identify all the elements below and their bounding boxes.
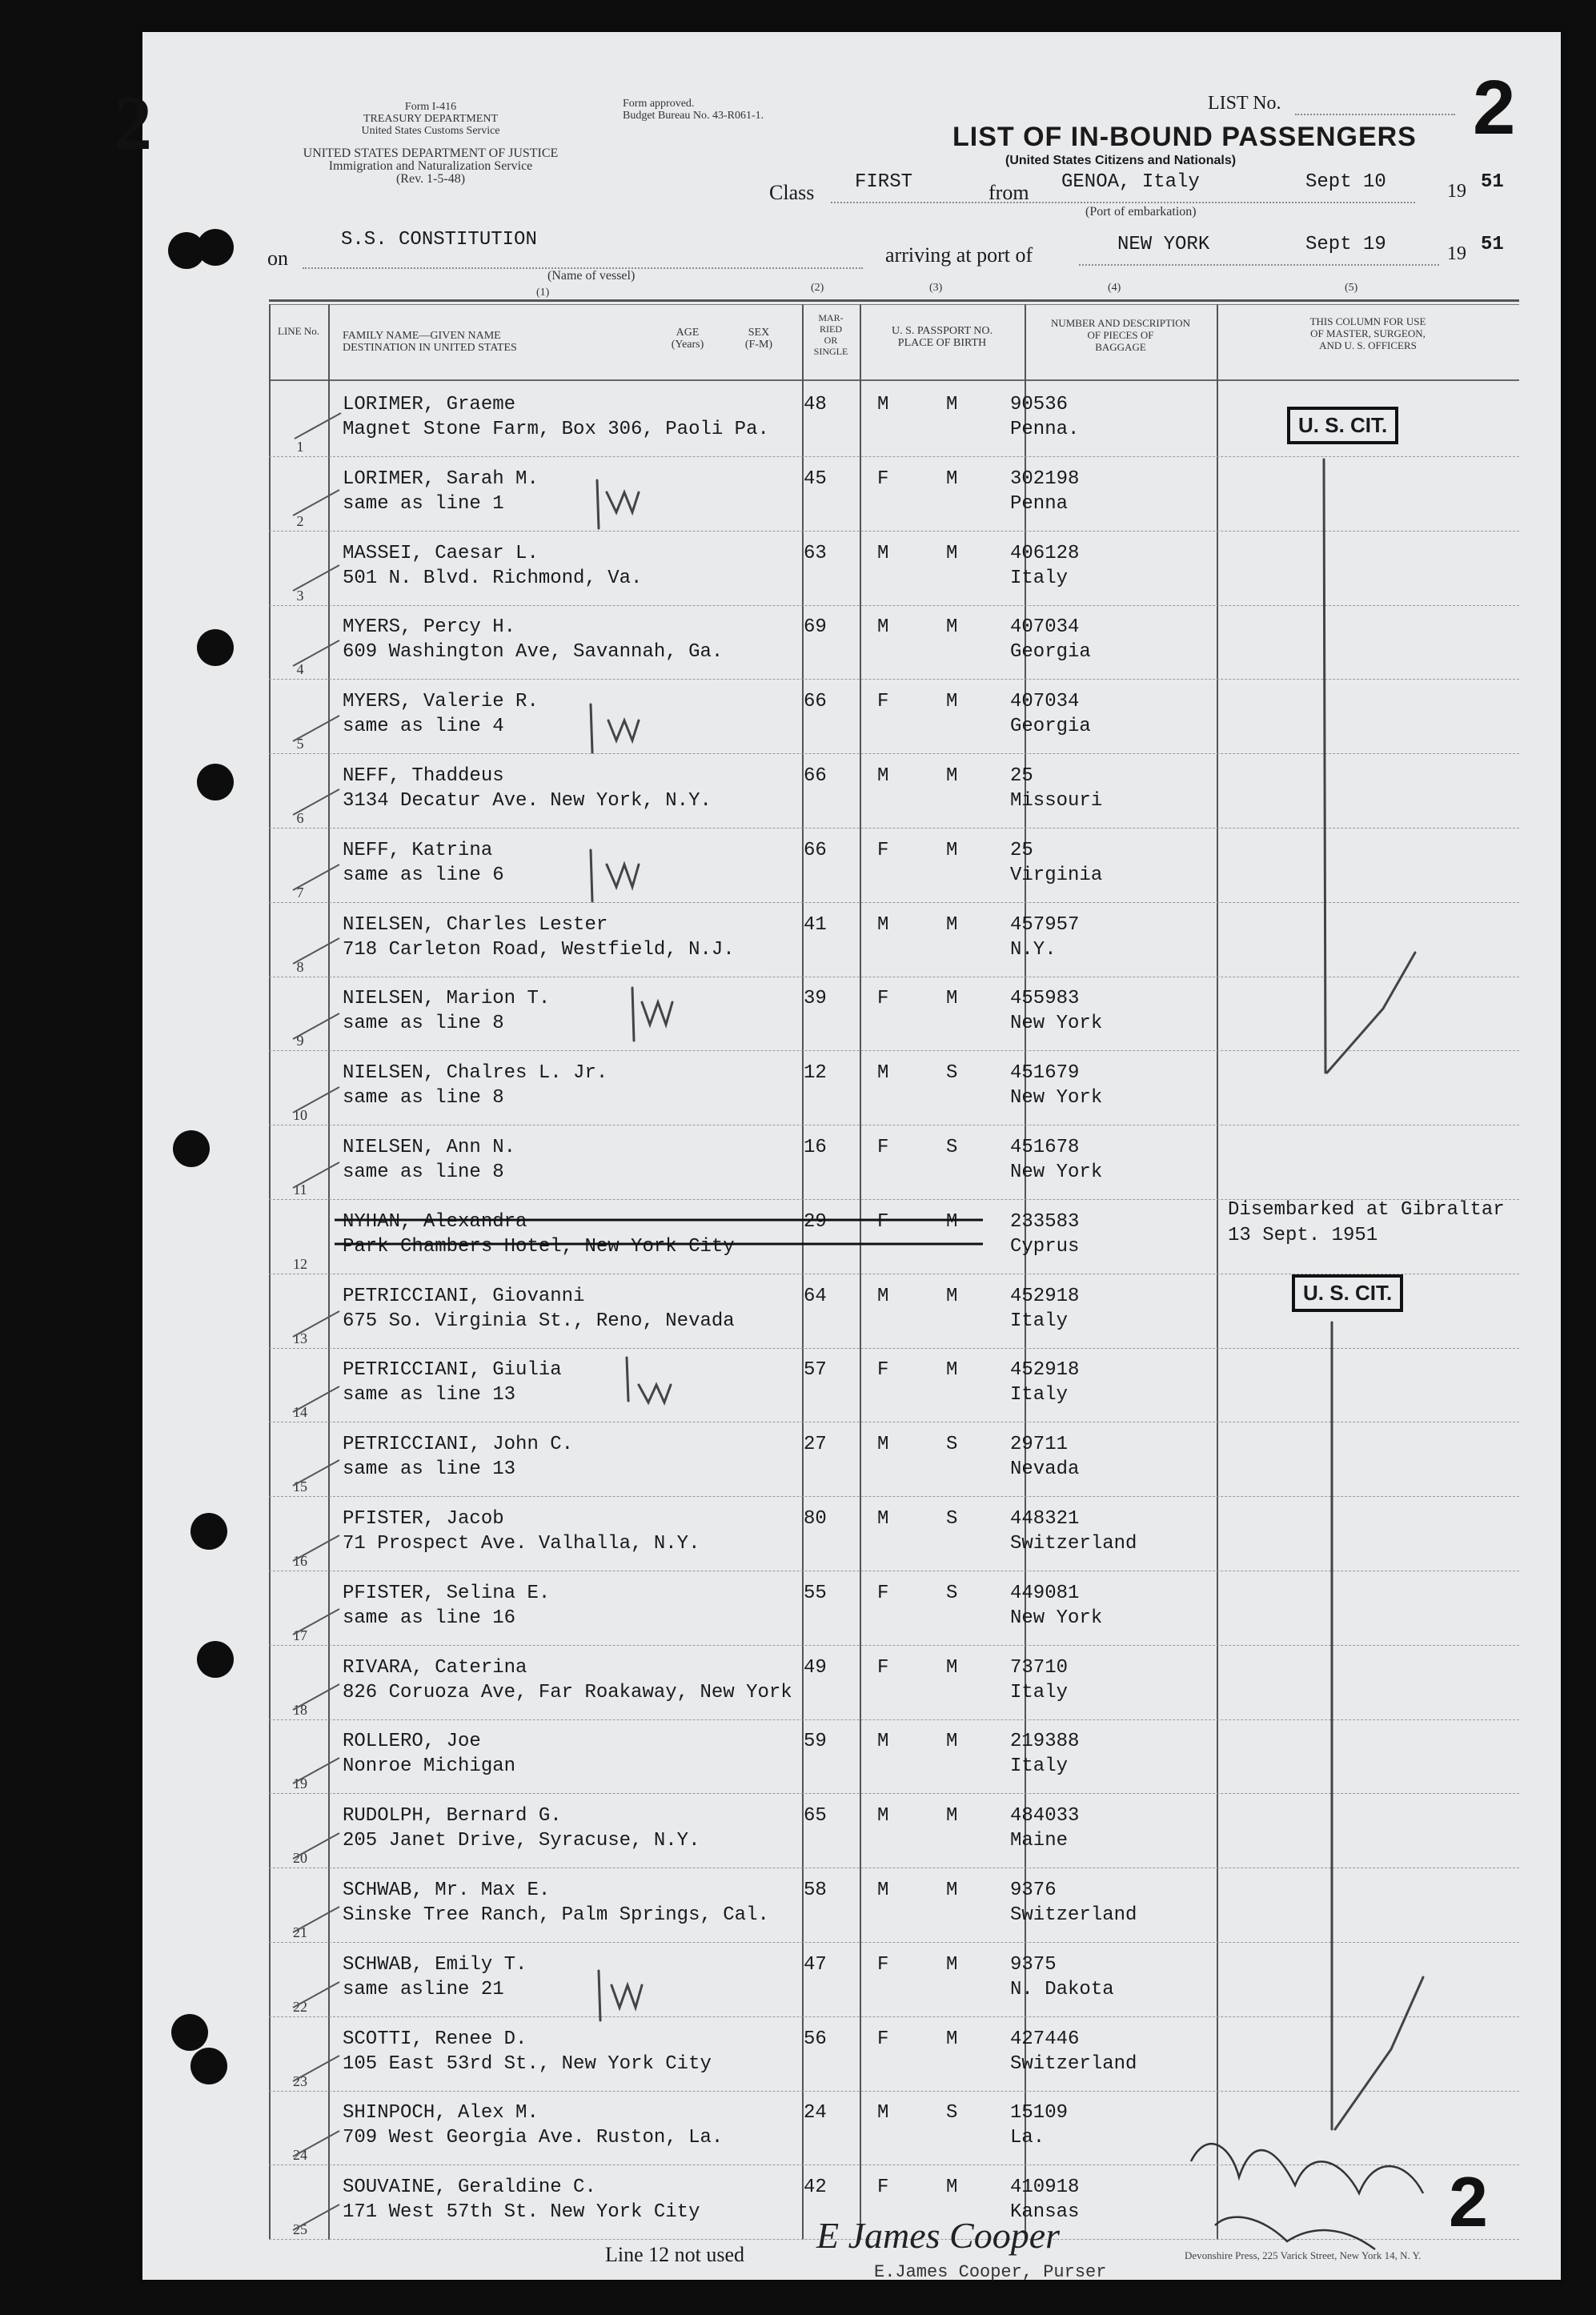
passenger-sex: M: [877, 1731, 889, 1753]
passenger-destination: 3134 Decatur Ave. New York, N.Y.: [343, 790, 712, 812]
line-number: 13: [293, 1330, 307, 1346]
budget-bureau: Budget Bureau No. 43-R061-1.: [623, 110, 764, 122]
place-of-birth: Italy: [1010, 1681, 1069, 1703]
passenger-destination: 171 West 57th St. New York City: [343, 2201, 700, 2224]
passenger-sex: F: [877, 839, 889, 861]
passport-number: 407034: [1010, 616, 1080, 639]
col-number-5: (5): [1345, 282, 1358, 294]
passenger-marital-status: S: [946, 1137, 958, 1158]
form-number: Form I-416: [404, 101, 457, 113]
passenger-marital-status: M: [946, 1805, 958, 1828]
col-header-passport: U. S. PASSPORT NO. PLACE OF BIRTH: [892, 325, 992, 349]
col-number-4: (4): [1108, 282, 1121, 294]
justice-dept: UNITED STATES DEPARTMENT OF JUSTICE: [303, 146, 559, 160]
passenger-age: 47: [804, 1953, 827, 1976]
binder-hole: [171, 2014, 208, 2051]
passenger-age: 27: [804, 1434, 827, 1456]
line-number: 21: [293, 1924, 307, 1940]
line-number: 12: [293, 1255, 307, 1272]
passenger-sex: M: [877, 1062, 889, 1085]
passport-number: 452918: [1010, 1285, 1080, 1307]
passenger-marital-status: S: [946, 1062, 958, 1085]
passport-number: 451679: [1010, 1062, 1080, 1085]
list-no-label: LIST No.: [1208, 93, 1281, 114]
place-of-birth: Nevada: [1010, 1458, 1080, 1481]
place-of-birth: Cyprus: [1010, 1235, 1080, 1258]
passenger-age: 66: [804, 839, 827, 861]
passenger-age: 49: [804, 1656, 827, 1679]
passport-number: 484033: [1010, 1805, 1080, 1828]
passenger-destination: same as line 8: [343, 1087, 504, 1109]
place-of-birth: N. Dakota: [1010, 1978, 1114, 2000]
passenger-marital-status: M: [946, 1656, 958, 1679]
disembarked-note-line: Disembarked at Gibraltar: [1228, 1199, 1505, 1221]
passenger-sex: M: [877, 2102, 889, 2124]
place-of-birth: Penna.: [1010, 419, 1080, 440]
passport-number: 73710: [1010, 1656, 1069, 1679]
passenger-destination: same asline 21: [343, 1978, 504, 2000]
passenger-sex: M: [877, 1285, 889, 1307]
passenger-name: SCHWAB, Emily T.: [343, 1953, 527, 1976]
col-header-line-no: LINE No.: [278, 325, 319, 337]
passenger-marital-status: M: [946, 913, 958, 936]
passenger-age: 63: [804, 542, 827, 564]
passenger-sex: M: [877, 616, 889, 639]
line-note: Line 12 not used: [605, 2243, 745, 2266]
from-value: GENOA, Italy: [1061, 171, 1200, 193]
printer-credit: Devonshire Press, 225 Varick Street, New York 14, N. Y.: [1185, 2249, 1422, 2261]
passenger-sex: M: [877, 1805, 889, 1828]
passenger-marital-status: S: [946, 1582, 958, 1604]
passenger-destination: 501 N. Blvd. Richmond, Va.: [343, 567, 643, 589]
col-header-sex: SEX (F-M): [744, 327, 773, 351]
line-number: 3: [296, 587, 304, 604]
arrival-year-prefix: 19: [1447, 243, 1466, 264]
passenger-destination: 718 Carleton Road, Westfield, N.J.: [343, 938, 735, 961]
passenger-marital-status: M: [946, 1880, 958, 1901]
passenger-age: 55: [804, 1582, 827, 1604]
class-value: FIRST: [855, 171, 913, 193]
place-of-birth: Italy: [1010, 567, 1069, 589]
passenger-marital-status: M: [946, 691, 958, 713]
passenger-age: 16: [804, 1137, 827, 1158]
passenger-name: NIELSEN, Charles Lester: [343, 913, 608, 936]
line-number: 23: [293, 2072, 307, 2089]
col-header-name: FAMILY NAME—GIVEN NAME DESTINATION IN UNITED STATES: [343, 330, 517, 354]
passenger-age: 42: [804, 2177, 827, 2199]
class-label: Class: [769, 181, 815, 204]
passenger-name: MYERS, Percy H.: [343, 616, 516, 639]
ins-service: Immigration and Naturalization Service: [328, 159, 533, 173]
passenger-sex: M: [877, 1880, 889, 1901]
passport-number: 449081: [1010, 1582, 1080, 1604]
corner-mark: 2: [114, 80, 152, 166]
passport-number: 219388: [1010, 1731, 1080, 1753]
passport-number: 15109: [1010, 2102, 1069, 2124]
passport-number: 233583: [1010, 1210, 1080, 1233]
passenger-age: 29: [804, 1210, 827, 1233]
binder-hole: [190, 1513, 227, 1550]
line-number: 15: [293, 1478, 307, 1495]
arrival-date: Sept 19: [1305, 234, 1386, 255]
list-number: 2: [1473, 65, 1516, 150]
place-of-birth: New York: [1010, 1013, 1103, 1035]
passenger-sex: M: [877, 765, 889, 787]
passport-number: 451678: [1010, 1137, 1080, 1158]
place-of-birth: Italy: [1010, 1755, 1069, 1778]
passenger-sex: F: [877, 691, 889, 713]
passenger-name: NEFF, Thaddeus: [343, 765, 504, 787]
passenger-name: MASSEI, Caesar L.: [343, 542, 539, 564]
arrival-port: NEW YORK: [1117, 234, 1210, 255]
passenger-destination: Magnet Stone Farm, Box 306, Paoli Pa.: [343, 419, 769, 440]
passenger-destination: 71 Prospect Ave. Valhalla, N.Y.: [343, 1533, 700, 1555]
treasury-dept: TREASURY DEPARTMENT: [363, 113, 499, 125]
passenger-age: 24: [804, 2102, 827, 2124]
passenger-name: SCOTTI, Renee D.: [343, 2028, 527, 2050]
passenger-age: 39: [804, 988, 827, 1010]
col-header-age: AGE (Years): [671, 327, 704, 351]
line-number: 8: [296, 958, 304, 975]
line-number: 24: [293, 2147, 307, 2164]
passenger-name: ROLLERO, Joe: [343, 1731, 481, 1753]
passenger-name: NIELSEN, Marion T.: [343, 988, 551, 1010]
passenger-sex: F: [877, 467, 889, 490]
binder-hole: [197, 1641, 234, 1678]
page-subtitle: (United States Citizens and Nationals): [1005, 154, 1237, 167]
place-of-birth: Switzerland: [1010, 2052, 1137, 2075]
place-of-birth: Italy: [1010, 1384, 1069, 1406]
passport-number: 9376: [1010, 1880, 1057, 1901]
place-of-birth: Kansas: [1010, 2201, 1080, 2224]
col-number-2: (2): [811, 282, 824, 294]
line-number: 19: [293, 1775, 307, 1792]
line-number: 6: [296, 810, 304, 826]
passport-number: 457957: [1010, 913, 1080, 936]
passenger-destination: Sinske Tree Ranch, Palm Springs, Cal.: [343, 1904, 769, 1926]
line-number: 5: [296, 736, 304, 752]
col-number-1: (1): [536, 287, 550, 299]
passenger-destination: same as line 13: [343, 1458, 516, 1481]
passenger-marital-status: M: [946, 988, 958, 1010]
line-number: 11: [293, 1182, 307, 1198]
disembarked-note-line: 13 Sept. 1951: [1228, 1225, 1378, 1246]
line-number: 17: [293, 1627, 307, 1643]
passport-number: 302198: [1010, 467, 1080, 490]
place-of-birth: Georgia: [1010, 641, 1091, 664]
passenger-name: PETRICCIANI, Giovanni: [343, 1285, 585, 1307]
passenger-age: 45: [804, 467, 827, 490]
col-header-officers: THIS COLUMN FOR USE OF MASTER, SURGEON, AND U. S. OFFICERS: [1309, 315, 1426, 351]
place-of-birth: New York: [1010, 1087, 1103, 1109]
passenger-name: SCHWAB, Mr. Max E.: [343, 1880, 551, 1901]
passenger-destination: same as line 8: [343, 1162, 504, 1183]
passenger-sex: F: [877, 1656, 889, 1679]
passenger-age: 64: [804, 1285, 827, 1307]
passport-number: 9375: [1010, 1953, 1057, 1976]
binder-hole: [190, 2048, 227, 2084]
embark-year: 51: [1481, 171, 1504, 193]
us-citizen-stamp: U. S. CIT.: [1292, 1274, 1403, 1312]
passenger-name: NIELSEN, Ann N.: [343, 1137, 516, 1158]
passenger-marital-status: M: [946, 2177, 958, 2199]
passenger-sex: F: [877, 1359, 889, 1382]
passenger-sex: M: [877, 394, 889, 415]
line-number: 1: [296, 439, 304, 455]
passenger-sex: F: [877, 2028, 889, 2050]
us-citizen-stamp: U. S. CIT.: [1287, 407, 1398, 444]
from-label: from: [988, 181, 1029, 204]
passenger-marital-status: M: [946, 467, 958, 490]
form-revision: (Rev. 1-5-48): [395, 172, 466, 186]
passenger-destination: same as line 16: [343, 1607, 516, 1629]
passenger-marital-status: S: [946, 2102, 958, 2124]
passport-number: 25: [1010, 839, 1033, 861]
passport-number: 452918: [1010, 1359, 1080, 1382]
passenger-sex: M: [877, 1434, 889, 1456]
passenger-marital-status: S: [946, 1434, 958, 1456]
arriving-label: arriving at port of: [885, 243, 1033, 267]
passenger-marital-status: M: [946, 839, 958, 861]
place-of-birth: New York: [1010, 1162, 1103, 1183]
passenger-marital-status: M: [946, 542, 958, 564]
passenger-age: 48: [804, 394, 827, 415]
place-of-birth: New York: [1010, 1607, 1103, 1629]
place-of-birth: Italy: [1010, 1310, 1069, 1332]
passenger-sex: F: [877, 1210, 889, 1233]
binder-hole: [197, 764, 234, 800]
passenger-marital-status: S: [946, 1508, 958, 1530]
passenger-age: 66: [804, 765, 827, 787]
passenger-destination: 675 So. Virginia St., Reno, Nevada: [343, 1310, 735, 1332]
passenger-name: PFISTER, Jacob: [343, 1508, 504, 1530]
passenger-marital-status: M: [946, 616, 958, 639]
vessel-caption: (Name of vessel): [547, 269, 636, 283]
col-number-3: (3): [929, 282, 943, 294]
passport-number: 29711: [1010, 1434, 1069, 1456]
col-header-baggage: NUMBER AND DESCRIPTION OF PIECES OF BAGGAGE: [1050, 317, 1191, 353]
passenger-age: 58: [804, 1880, 827, 1901]
passport-number: 427446: [1010, 2028, 1080, 2050]
passenger-sex: F: [877, 1137, 889, 1158]
on-label: on: [267, 247, 288, 270]
passenger-destination: 105 East 53rd St., New York City: [343, 2052, 712, 2075]
passport-number: 455983: [1010, 988, 1080, 1010]
place-of-birth: Virginia: [1010, 864, 1103, 886]
passenger-age: 80: [804, 1508, 827, 1530]
passenger-sex: M: [877, 1508, 889, 1530]
line-number: 25: [293, 2221, 307, 2238]
line-number: 16: [293, 1553, 307, 1569]
passport-number: 407034: [1010, 691, 1080, 713]
passenger-destination: 826 Coruoza Ave, Far Roakaway, New York: [343, 1681, 792, 1703]
form-approved: Form approved.: [623, 98, 695, 110]
place-of-birth: La.: [1010, 2127, 1045, 2149]
place-of-birth: Switzerland: [1010, 1533, 1137, 1555]
passenger-marital-status: M: [946, 1731, 958, 1753]
passenger-sex: M: [877, 913, 889, 936]
passenger-sex: F: [877, 2177, 889, 2199]
passenger-name: NEFF, Katrina: [343, 839, 493, 861]
passenger-destination: 709 West Georgia Ave. Ruston, La.: [343, 2127, 724, 2149]
passenger-sex: F: [877, 1953, 889, 1976]
passenger-sex: M: [877, 542, 889, 564]
passenger-age: 12: [804, 1062, 827, 1085]
arrival-year: 51: [1481, 234, 1504, 255]
line-number: 4: [296, 661, 304, 678]
line-number: 2: [296, 512, 304, 529]
passenger-destination: Nonroe Michigan: [343, 1755, 516, 1778]
place-of-birth: Missouri: [1010, 790, 1103, 812]
binder-hole: [173, 1130, 210, 1167]
passenger-sex: F: [877, 988, 889, 1010]
passenger-age: 65: [804, 1805, 827, 1828]
passport-number: 410918: [1010, 2177, 1080, 2199]
passenger-marital-status: M: [946, 394, 958, 415]
passenger-name: LORIMER, Graeme: [343, 394, 516, 415]
binder-hole: [197, 629, 234, 666]
passport-number: 25: [1010, 765, 1033, 787]
passenger-destination: Park Chambers Hotel, New York City: [343, 1235, 735, 1258]
passenger-marital-status: M: [946, 1359, 958, 1382]
vessel-name: S.S. CONSTITUTION: [341, 229, 537, 251]
passenger-name: RUDOLPH, Bernard G.: [343, 1805, 562, 1828]
passenger-age: 41: [804, 913, 827, 936]
passenger-destination: 205 Janet Drive, Syracuse, N.Y.: [343, 1830, 700, 1852]
passenger-name: SOUVAINE, Geraldine C.: [343, 2177, 596, 2199]
passenger-destination: same as line 4: [343, 716, 504, 738]
passport-number: 448321: [1010, 1508, 1080, 1530]
page-mark: 2: [1449, 2162, 1488, 2241]
passenger-age: 69: [804, 616, 827, 639]
embark-year-prefix: 19: [1447, 181, 1466, 202]
purser-name: E.James Cooper, Purser: [874, 2262, 1107, 2282]
manifest-page: [114, 32, 1561, 2282]
passenger-name: NIELSEN, Chalres L. Jr.: [343, 1062, 608, 1085]
place-of-birth: Georgia: [1010, 716, 1091, 738]
embark-date: Sept 10: [1305, 171, 1386, 193]
passenger-marital-status: M: [946, 1953, 958, 1976]
passenger-destination: same as line 6: [343, 864, 504, 886]
handwritten-marks: [142, 32, 1561, 2280]
passenger-destination: same as line 13: [343, 1384, 516, 1406]
passenger-marital-status: M: [946, 765, 958, 787]
passenger-destination: same as line 1: [343, 492, 504, 515]
passenger-name: PFISTER, Selina E.: [343, 1582, 551, 1604]
passenger-name: PETRICCIANI, John C.: [343, 1434, 574, 1456]
passenger-name: LORIMER, Sarah M.: [343, 467, 539, 490]
passenger-name: RIVARA, Caterina: [343, 1656, 527, 1679]
customs-service: United States Customs Service: [361, 125, 500, 137]
passenger-sex: F: [877, 1582, 889, 1604]
line-number: 9: [296, 1033, 304, 1049]
passenger-name: PETRICCIANI, Giulia: [343, 1359, 562, 1382]
line-number: 18: [293, 1701, 307, 1718]
passenger-name: NYHAN, Alexandra: [343, 1210, 527, 1233]
col-header-married: MAR- RIED OR SINGLE: [813, 312, 848, 357]
place-of-birth: Maine: [1010, 1830, 1069, 1852]
passenger-age: 56: [804, 2028, 827, 2050]
place-of-birth: Switzerland: [1010, 1904, 1137, 1926]
line-number: 22: [293, 1998, 307, 2015]
passenger-age: 57: [804, 1359, 827, 1382]
passenger-marital-status: M: [946, 1210, 958, 1233]
passenger-name: SHINPOCH, Alex M.: [343, 2102, 539, 2124]
binder-hole: [197, 229, 234, 266]
passenger-name: MYERS, Valerie R.: [343, 691, 539, 713]
place-of-birth: N.Y.: [1010, 938, 1057, 961]
line-number: 7: [296, 884, 304, 901]
purser-signature: E James Cooper: [816, 2215, 1061, 2256]
line-number: 14: [293, 1404, 307, 1421]
place-of-birth: Penna: [1010, 492, 1069, 515]
passenger-destination: same as line 8: [343, 1013, 504, 1035]
passenger-destination: 609 Washington Ave, Savannah, Ga.: [343, 641, 724, 664]
line-number: 20: [293, 1850, 307, 1867]
passport-number: 406128: [1010, 542, 1080, 564]
passenger-marital-status: M: [946, 2028, 958, 2050]
port-embark-caption: (Port of embarkation): [1085, 205, 1197, 219]
line-number: 10: [293, 1107, 307, 1124]
passenger-age: 59: [804, 1731, 827, 1753]
page-title: LIST OF IN-BOUND PASSENGERS: [952, 122, 1417, 152]
passport-number: 90536: [1010, 394, 1069, 415]
passenger-age: 66: [804, 691, 827, 713]
passenger-marital-status: M: [946, 1285, 958, 1307]
